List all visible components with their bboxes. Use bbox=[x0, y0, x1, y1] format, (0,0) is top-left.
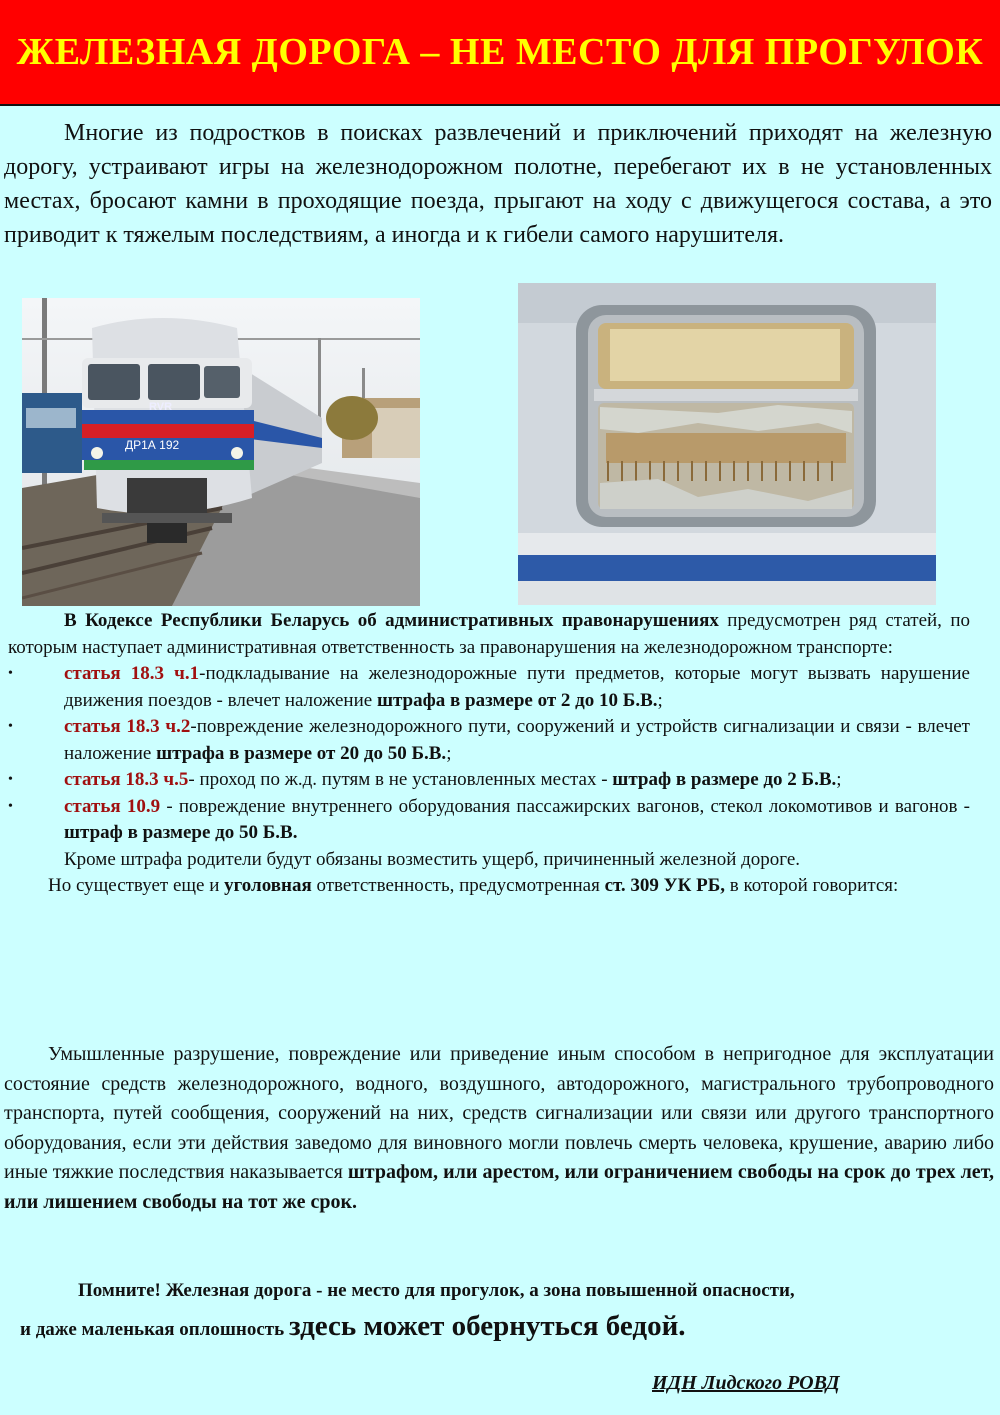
article-label: статья 18.3 ч.2 bbox=[64, 716, 191, 737]
penalty: штраф в размере до 50 Б.В. bbox=[64, 822, 298, 843]
intro-paragraph: Многие из подростков в поисках развлечений и приключений приходят на железную дорогу, устраивают игры на железнодорожном полотне, перебегают их в не установленных местах, бросают камни в проходящие поезда, прыгают на ходу с движущегося состава, а это приводит к тяжелым последствиям, а иногда и к гибели самого нарушителя. bbox=[4, 120, 992, 248]
list-item: • статья 18.3 ч.5- проход по ж.д. путям в не установленных местах - штраф в размере до 2 Б.В.; bbox=[8, 767, 970, 794]
train-illustration bbox=[22, 298, 420, 606]
penalty: штрафа в размере от 20 до 50 Б.В. bbox=[156, 742, 447, 764]
administrative-section bbox=[8, 608, 970, 900]
broken-window-illustration bbox=[518, 283, 936, 605]
reminder-line-1: Помните! Железная дорога - не место для прогулок, а зона повышенной опасности, bbox=[78, 1280, 795, 1301]
train-photo bbox=[22, 298, 420, 606]
article-reference: ст. 309 УК РБ, bbox=[604, 875, 726, 896]
reminder-block bbox=[20, 1276, 980, 1350]
article-label: статья 18.3 ч.5 bbox=[64, 769, 189, 790]
criminal-paragraph: Но существует еще и уголовная ответственность, предусмотренная ст. 309 УК РБ, в которой говорится: bbox=[48, 875, 899, 896]
penalty: штрафа в размере от 2 до 10 Б.В. bbox=[376, 689, 658, 711]
broken-window-photo bbox=[518, 283, 936, 605]
title-banner bbox=[0, 0, 1000, 106]
penalty: штраф в размере до 2 Б.В. bbox=[612, 769, 837, 790]
parents-paragraph: Кроме штрафа родители будут обязаны возместить ущерб, причиненный железной дороге. bbox=[64, 848, 801, 870]
crime-paragraph: Умышленные разрушение, повреждение или приведение иным способом в непригодное для эксплуатации состояние средств железнодорожного, водного, воздушного, автодорожного, магистрального трубопроводного транспорта, путей сообщения, сооружений на них, средств сигнализации или связи или другого транспортного оборудования, если эти действия заведомо для виновного могли повлечь смерть человека, крушение, аварию либо иные тяжкие последствия наказывается штрафом, или арестом, или ограничением свободы на срок до трех лет, или лишением свободы на тот же срок. bbox=[4, 1043, 994, 1213]
bullet-icon: • bbox=[8, 719, 13, 734]
page-title: ЖЕЛЕЗНАЯ ДОРОГА – НЕ МЕСТО ДЛЯ ПРОГУЛОК bbox=[16, 31, 984, 73]
article-label: статья 18.3 ч.1 bbox=[64, 663, 200, 684]
list-item: • статья 18.3 ч.2-повреждение железнодорожного пути, сооружений и устройств сигнализации и связи - влечет наложение штрафа в размере от 20 до 50 Б.В.; bbox=[8, 714, 970, 767]
train-logo: RVR bbox=[149, 401, 173, 413]
list-item: • статья 10.9 - повреждение внутреннего оборудования пассажирских вагонов, стекол локомотивов и вагонов - штраф в размере до 50 Б.В. bbox=[8, 794, 970, 847]
code-intro: В Кодексе Республики Беларусь об административных правонарушениях предусмотрен ряд статей, по которым наступает административная ответственность за правонарушения на железнодорожном транспорте: bbox=[8, 610, 971, 658]
bullet-icon: • bbox=[8, 666, 13, 681]
crime-penalty: штрафом, или арестом, или ограничением свободы на срок до трех лет, или лишением свободы на тот же срок. bbox=[4, 1161, 994, 1213]
signature: ИДН Лидского РОВД bbox=[652, 1372, 840, 1394]
article-label: статья 10.9 bbox=[64, 795, 161, 817]
reminder-line-2: и даже маленькая оплошность здесь может обернуться бедой. bbox=[20, 1310, 686, 1342]
list-item: • статья 18.3 ч.1-подкладывание на железнодорожные пути предметов, которые могут вызвать нарушение движения поездов - влечет наложение штрафа в размере от 2 до 10 Б.В.; bbox=[8, 661, 970, 714]
code-title: В Кодексе Республики Беларусь об административных правонарушениях bbox=[64, 610, 719, 631]
train-number: ДР1А 192 bbox=[125, 438, 180, 452]
bullet-icon: • bbox=[8, 772, 13, 787]
bullet-icon: • bbox=[8, 798, 13, 814]
